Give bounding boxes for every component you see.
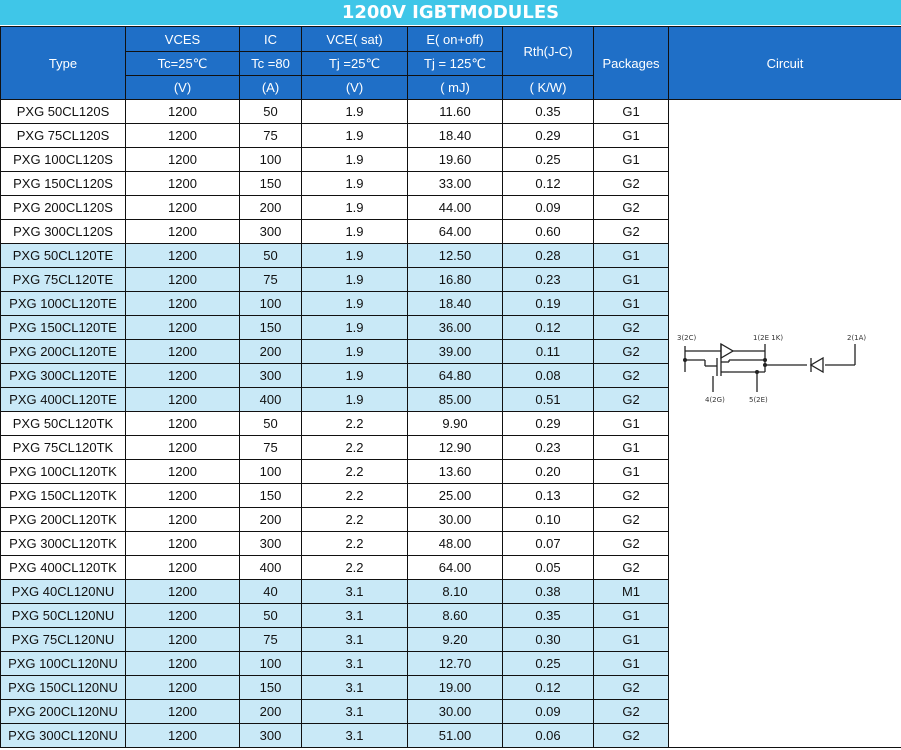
cell-type: PXG 200CL120TK bbox=[1, 508, 126, 532]
cell-rth: 0.12 bbox=[503, 172, 594, 196]
cell-rth: 0.30 bbox=[503, 628, 594, 652]
cell-type: PXG 150CL120TK bbox=[1, 484, 126, 508]
cell-type: PXG 100CL120TK bbox=[1, 460, 126, 484]
cell-vces: 1200 bbox=[126, 556, 240, 580]
cell-vce-sat: 1.9 bbox=[302, 388, 408, 412]
cell-package: G2 bbox=[594, 364, 669, 388]
cell-ic: 200 bbox=[240, 196, 302, 220]
cell-vce-sat: 1.9 bbox=[302, 220, 408, 244]
cell-type: PXG 200CL120S bbox=[1, 196, 126, 220]
cell-ic: 150 bbox=[240, 676, 302, 700]
cell-ic: 300 bbox=[240, 220, 302, 244]
cell-ic: 100 bbox=[240, 460, 302, 484]
cell-ic: 75 bbox=[240, 268, 302, 292]
cell-vce-sat: 3.1 bbox=[302, 652, 408, 676]
cell-e-on-off: 8.60 bbox=[408, 604, 503, 628]
cell-e-on-off: 16.80 bbox=[408, 268, 503, 292]
cell-type: PXG 75CL120NU bbox=[1, 628, 126, 652]
cell-vces: 1200 bbox=[126, 148, 240, 172]
page-title: 1200V IGBTMODULES bbox=[0, 0, 901, 26]
header-e-unit: ( mJ) bbox=[408, 76, 503, 100]
cell-e-on-off: 9.90 bbox=[408, 412, 503, 436]
header-vce-unit: (V) bbox=[302, 76, 408, 100]
header-vce-sat: VCE( sat) bbox=[302, 27, 408, 52]
cell-vce-sat: 3.1 bbox=[302, 724, 408, 748]
circuit-diagram bbox=[677, 330, 882, 410]
cell-ic: 150 bbox=[240, 316, 302, 340]
cell-package: G2 bbox=[594, 508, 669, 532]
cell-rth: 0.25 bbox=[503, 652, 594, 676]
cell-package: G1 bbox=[594, 268, 669, 292]
cell-package: G2 bbox=[594, 316, 669, 340]
cell-rth: 0.06 bbox=[503, 724, 594, 748]
cell-vces: 1200 bbox=[126, 316, 240, 340]
cell-ic: 200 bbox=[240, 340, 302, 364]
cell-ic: 200 bbox=[240, 700, 302, 724]
cell-e-on-off: 39.00 bbox=[408, 340, 503, 364]
cell-ic: 50 bbox=[240, 604, 302, 628]
cell-rth: 0.28 bbox=[503, 244, 594, 268]
cell-package: G2 bbox=[594, 220, 669, 244]
cell-e-on-off: 51.00 bbox=[408, 724, 503, 748]
cell-rth: 0.23 bbox=[503, 436, 594, 460]
cell-vce-sat: 1.9 bbox=[302, 172, 408, 196]
cell-e-on-off: 48.00 bbox=[408, 532, 503, 556]
cell-ic: 40 bbox=[240, 580, 302, 604]
header-type: Type bbox=[1, 27, 126, 100]
cell-vces: 1200 bbox=[126, 388, 240, 412]
cell-vce-sat: 1.9 bbox=[302, 244, 408, 268]
cell-type: PXG 50CL120S bbox=[1, 100, 126, 124]
cell-type: PXG 50CL120TK bbox=[1, 412, 126, 436]
cell-e-on-off: 9.20 bbox=[408, 628, 503, 652]
cell-vce-sat: 2.2 bbox=[302, 460, 408, 484]
cell-e-on-off: 64.00 bbox=[408, 556, 503, 580]
header-vces: VCES bbox=[126, 27, 240, 52]
cell-e-on-off: 25.00 bbox=[408, 484, 503, 508]
circuit-cell bbox=[669, 100, 901, 748]
cell-vces: 1200 bbox=[126, 244, 240, 268]
cell-vce-sat: 2.2 bbox=[302, 484, 408, 508]
cell-e-on-off: 13.60 bbox=[408, 460, 503, 484]
cell-e-on-off: 30.00 bbox=[408, 508, 503, 532]
cell-ic: 150 bbox=[240, 484, 302, 508]
cell-type: PXG 300CL120NU bbox=[1, 724, 126, 748]
cell-vce-sat: 1.9 bbox=[302, 268, 408, 292]
cell-package: G2 bbox=[594, 484, 669, 508]
cell-package: G1 bbox=[594, 292, 669, 316]
cell-vces: 1200 bbox=[126, 292, 240, 316]
cell-ic: 200 bbox=[240, 508, 302, 532]
cell-vces: 1200 bbox=[126, 124, 240, 148]
cell-e-on-off: 18.40 bbox=[408, 124, 503, 148]
cell-type: PXG 75CL120TE bbox=[1, 268, 126, 292]
cell-package: G2 bbox=[594, 196, 669, 220]
cell-package: G2 bbox=[594, 676, 669, 700]
cell-rth: 0.60 bbox=[503, 220, 594, 244]
cell-vces: 1200 bbox=[126, 172, 240, 196]
cell-vces: 1200 bbox=[126, 724, 240, 748]
cell-rth: 0.29 bbox=[503, 124, 594, 148]
cell-package: G2 bbox=[594, 532, 669, 556]
cell-ic: 50 bbox=[240, 412, 302, 436]
cell-ic: 300 bbox=[240, 364, 302, 388]
cell-rth: 0.25 bbox=[503, 148, 594, 172]
cell-vces: 1200 bbox=[126, 412, 240, 436]
cell-rth: 0.20 bbox=[503, 460, 594, 484]
cell-vces: 1200 bbox=[126, 604, 240, 628]
header-ic: IC bbox=[240, 27, 302, 52]
cell-e-on-off: 19.60 bbox=[408, 148, 503, 172]
cell-rth: 0.35 bbox=[503, 604, 594, 628]
cell-e-on-off: 36.00 bbox=[408, 316, 503, 340]
cell-package: M1 bbox=[594, 580, 669, 604]
cell-ic: 400 bbox=[240, 388, 302, 412]
cell-ic: 75 bbox=[240, 628, 302, 652]
cell-type: PXG 75CL120S bbox=[1, 124, 126, 148]
cell-vces: 1200 bbox=[126, 220, 240, 244]
header-circuit: Circuit bbox=[669, 27, 901, 100]
cell-rth: 0.38 bbox=[503, 580, 594, 604]
cell-vce-sat: 1.9 bbox=[302, 292, 408, 316]
cell-vce-sat: 2.2 bbox=[302, 556, 408, 580]
circuit-schematic bbox=[677, 330, 882, 410]
cell-e-on-off: 44.00 bbox=[408, 196, 503, 220]
cell-e-on-off: 8.10 bbox=[408, 580, 503, 604]
cell-ic: 150 bbox=[240, 172, 302, 196]
cell-rth: 0.12 bbox=[503, 676, 594, 700]
cell-package: G1 bbox=[594, 412, 669, 436]
cell-vces: 1200 bbox=[126, 100, 240, 124]
cell-e-on-off: 64.80 bbox=[408, 364, 503, 388]
cell-package: G1 bbox=[594, 628, 669, 652]
cell-vce-sat: 3.1 bbox=[302, 580, 408, 604]
cell-rth: 0.08 bbox=[503, 364, 594, 388]
cell-type: PXG 200CL120NU bbox=[1, 700, 126, 724]
cell-e-on-off: 64.00 bbox=[408, 220, 503, 244]
cell-vces: 1200 bbox=[126, 580, 240, 604]
cell-ic: 75 bbox=[240, 436, 302, 460]
cell-vces: 1200 bbox=[126, 196, 240, 220]
cell-e-on-off: 18.40 bbox=[408, 292, 503, 316]
cell-type: PXG 300CL120TK bbox=[1, 532, 126, 556]
cell-package: G1 bbox=[594, 460, 669, 484]
cell-rth: 0.29 bbox=[503, 412, 594, 436]
cell-type: PXG 100CL120NU bbox=[1, 652, 126, 676]
cell-vce-sat: 2.2 bbox=[302, 508, 408, 532]
cell-rth: 0.19 bbox=[503, 292, 594, 316]
header-ic-cond: Tc =80 bbox=[240, 52, 302, 76]
table-body bbox=[1, 100, 901, 748]
cell-vces: 1200 bbox=[126, 364, 240, 388]
cell-type: PXG 150CL120TE bbox=[1, 316, 126, 340]
cell-ic: 300 bbox=[240, 724, 302, 748]
cell-vces: 1200 bbox=[126, 436, 240, 460]
circuit-label-pin1: 1(2E 1K) bbox=[753, 334, 784, 342]
cell-rth: 0.13 bbox=[503, 484, 594, 508]
cell-rth: 0.11 bbox=[503, 340, 594, 364]
cell-rth: 0.12 bbox=[503, 316, 594, 340]
cell-package: G1 bbox=[594, 124, 669, 148]
table-header bbox=[1, 27, 901, 100]
cell-package: G2 bbox=[594, 388, 669, 412]
circuit-label-pin5: 5(2E) bbox=[749, 396, 768, 404]
cell-package: G1 bbox=[594, 652, 669, 676]
cell-e-on-off: 11.60 bbox=[408, 100, 503, 124]
cell-rth: 0.51 bbox=[503, 388, 594, 412]
cell-rth: 0.05 bbox=[503, 556, 594, 580]
cell-ic: 100 bbox=[240, 148, 302, 172]
cell-vces: 1200 bbox=[126, 508, 240, 532]
header-rth-unit: ( K/W) bbox=[503, 76, 594, 100]
cell-vces: 1200 bbox=[126, 700, 240, 724]
cell-vce-sat: 3.1 bbox=[302, 676, 408, 700]
cell-vce-sat: 1.9 bbox=[302, 196, 408, 220]
cell-vces: 1200 bbox=[126, 340, 240, 364]
cell-vces: 1200 bbox=[126, 532, 240, 556]
cell-rth: 0.23 bbox=[503, 268, 594, 292]
cell-vce-sat: 3.1 bbox=[302, 700, 408, 724]
cell-type: PXG 150CL120S bbox=[1, 172, 126, 196]
circuit-label-pin2: 2(1A) bbox=[847, 334, 867, 342]
header-vce-cond: Tj =25℃ bbox=[302, 52, 408, 76]
cell-vce-sat: 1.9 bbox=[302, 340, 408, 364]
header-e-cond: Tj = 125℃ bbox=[408, 52, 503, 76]
cell-vce-sat: 2.2 bbox=[302, 532, 408, 556]
cell-vce-sat: 2.2 bbox=[302, 436, 408, 460]
cell-package: G2 bbox=[594, 556, 669, 580]
igbt-modules-table bbox=[0, 26, 901, 748]
cell-type: PXG 200CL120TE bbox=[1, 340, 126, 364]
cell-type: PXG 400CL120TK bbox=[1, 556, 126, 580]
circuit-label-pin3: 3(2C) bbox=[677, 334, 697, 342]
cell-vce-sat: 1.9 bbox=[302, 148, 408, 172]
cell-ic: 50 bbox=[240, 100, 302, 124]
header-ic-unit: (A) bbox=[240, 76, 302, 100]
cell-e-on-off: 33.00 bbox=[408, 172, 503, 196]
cell-type: PXG 50CL120NU bbox=[1, 604, 126, 628]
cell-type: PXG 100CL120S bbox=[1, 148, 126, 172]
cell-vce-sat: 1.9 bbox=[302, 364, 408, 388]
cell-ic: 100 bbox=[240, 652, 302, 676]
cell-package: G2 bbox=[594, 172, 669, 196]
cell-package: G2 bbox=[594, 700, 669, 724]
cell-package: G2 bbox=[594, 340, 669, 364]
cell-ic: 400 bbox=[240, 556, 302, 580]
cell-vce-sat: 1.9 bbox=[302, 316, 408, 340]
cell-type: PXG 50CL120TE bbox=[1, 244, 126, 268]
cell-package: G1 bbox=[594, 148, 669, 172]
cell-e-on-off: 85.00 bbox=[408, 388, 503, 412]
cell-type: PXG 300CL120TE bbox=[1, 364, 126, 388]
cell-type: PXG 75CL120TK bbox=[1, 436, 126, 460]
cell-vces: 1200 bbox=[126, 652, 240, 676]
cell-ic: 100 bbox=[240, 292, 302, 316]
cell-rth: 0.07 bbox=[503, 532, 594, 556]
cell-e-on-off: 30.00 bbox=[408, 700, 503, 724]
cell-ic: 300 bbox=[240, 532, 302, 556]
cell-vces: 1200 bbox=[126, 484, 240, 508]
cell-vce-sat: 3.1 bbox=[302, 628, 408, 652]
cell-vces: 1200 bbox=[126, 460, 240, 484]
cell-type: PXG 300CL120S bbox=[1, 220, 126, 244]
header-vces-unit: (V) bbox=[126, 76, 240, 100]
header-packages: Packages bbox=[594, 27, 669, 100]
cell-ic: 75 bbox=[240, 124, 302, 148]
cell-type: PXG 40CL120NU bbox=[1, 580, 126, 604]
cell-vces: 1200 bbox=[126, 676, 240, 700]
cell-ic: 50 bbox=[240, 244, 302, 268]
cell-vce-sat: 1.9 bbox=[302, 124, 408, 148]
cell-package: G1 bbox=[594, 100, 669, 124]
cell-package: G2 bbox=[594, 724, 669, 748]
cell-vce-sat: 1.9 bbox=[302, 100, 408, 124]
header-vces-cond: Tc=25℃ bbox=[126, 52, 240, 76]
cell-vce-sat: 2.2 bbox=[302, 412, 408, 436]
circuit-label-pin4: 4(2G) bbox=[705, 396, 725, 404]
cell-rth: 0.10 bbox=[503, 508, 594, 532]
cell-vce-sat: 3.1 bbox=[302, 604, 408, 628]
cell-rth: 0.09 bbox=[503, 700, 594, 724]
cell-vces: 1200 bbox=[126, 628, 240, 652]
header-rth: Rth(J-C) bbox=[503, 27, 594, 76]
cell-vces: 1200 bbox=[126, 268, 240, 292]
cell-type: PXG 150CL120NU bbox=[1, 676, 126, 700]
cell-type: PXG 100CL120TE bbox=[1, 292, 126, 316]
cell-rth: 0.09 bbox=[503, 196, 594, 220]
cell-package: G1 bbox=[594, 436, 669, 460]
table-row bbox=[1, 100, 901, 124]
cell-e-on-off: 12.50 bbox=[408, 244, 503, 268]
cell-package: G1 bbox=[594, 244, 669, 268]
cell-e-on-off: 12.70 bbox=[408, 652, 503, 676]
cell-e-on-off: 19.00 bbox=[408, 676, 503, 700]
cell-type: PXG 400CL120TE bbox=[1, 388, 126, 412]
header-e-on-off: E( on+off) bbox=[408, 27, 503, 52]
cell-rth: 0.35 bbox=[503, 100, 594, 124]
cell-e-on-off: 12.90 bbox=[408, 436, 503, 460]
cell-package: G1 bbox=[594, 604, 669, 628]
